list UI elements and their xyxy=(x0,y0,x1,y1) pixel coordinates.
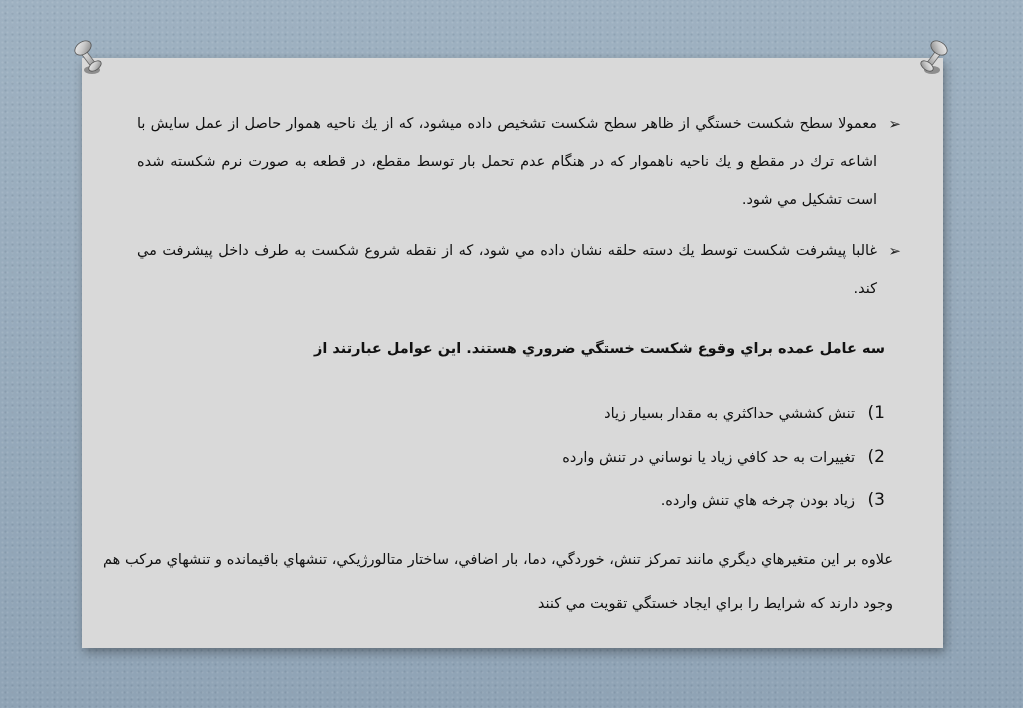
item-text: تغييرات به حد كافي زياد يا نوساني در تنش وارده xyxy=(562,450,855,466)
bullet-text: معمولا سطح شكست خستگي از ظاهر سطح شكست تشخيص داده ميشود، كه از يك ناحيه هموار حاصل از عمل سايش با اشاعه ترك در مقطع و يك ناحيه ناهموار كه در هنگام عدم تحمل بار توسط مقطع، در قطعه به صورت نرم شكسته شده است تشكيل مي شود. xyxy=(137,116,877,208)
bullet-item xyxy=(137,105,901,219)
note-content xyxy=(82,58,943,648)
item-number: 2) xyxy=(867,447,885,467)
item-number: 1) xyxy=(867,403,885,423)
factors-heading: سه عامل عمده براي وقوع شكست خستگي ضروري هستند. اين عوامل عبارتند از xyxy=(314,341,885,357)
pushpin-icon xyxy=(916,38,950,78)
item-number: 3) xyxy=(867,490,885,510)
item-text: زياد بودن چرخه هاي تنش وارده. xyxy=(660,493,855,509)
bullet-item xyxy=(137,232,901,308)
arrowhead-bullet-icon: ➢ xyxy=(888,115,901,133)
bullet-text: غالبا پيشرفت شكست توسط يك دسته حلقه نشان داده مي شود، كه از نقطه شروع شكست به طرف داخل پيشرفت مي كند. xyxy=(137,243,877,297)
numbered-item xyxy=(604,400,885,427)
note-card xyxy=(82,58,943,648)
pushpin-icon xyxy=(72,38,106,78)
arrowhead-bullet-icon: ➢ xyxy=(888,242,901,260)
numbered-item xyxy=(661,487,885,514)
numbered-item xyxy=(562,444,885,471)
item-text: تنش كششي حداكثري به مقدار بسيار زياد xyxy=(604,406,855,422)
closing-paragraph: علاوه بر اين متغيرهاي ديگري مانند تمركز تنش، خوردگي، دما، بار اضافي، ساختار متالورژيكي، تنشهاي باقيمانده و تنشهاي مركب هم وجود دارند كه شرايط را براي ايجاد خستگي تقويت مي كنند xyxy=(103,552,893,612)
